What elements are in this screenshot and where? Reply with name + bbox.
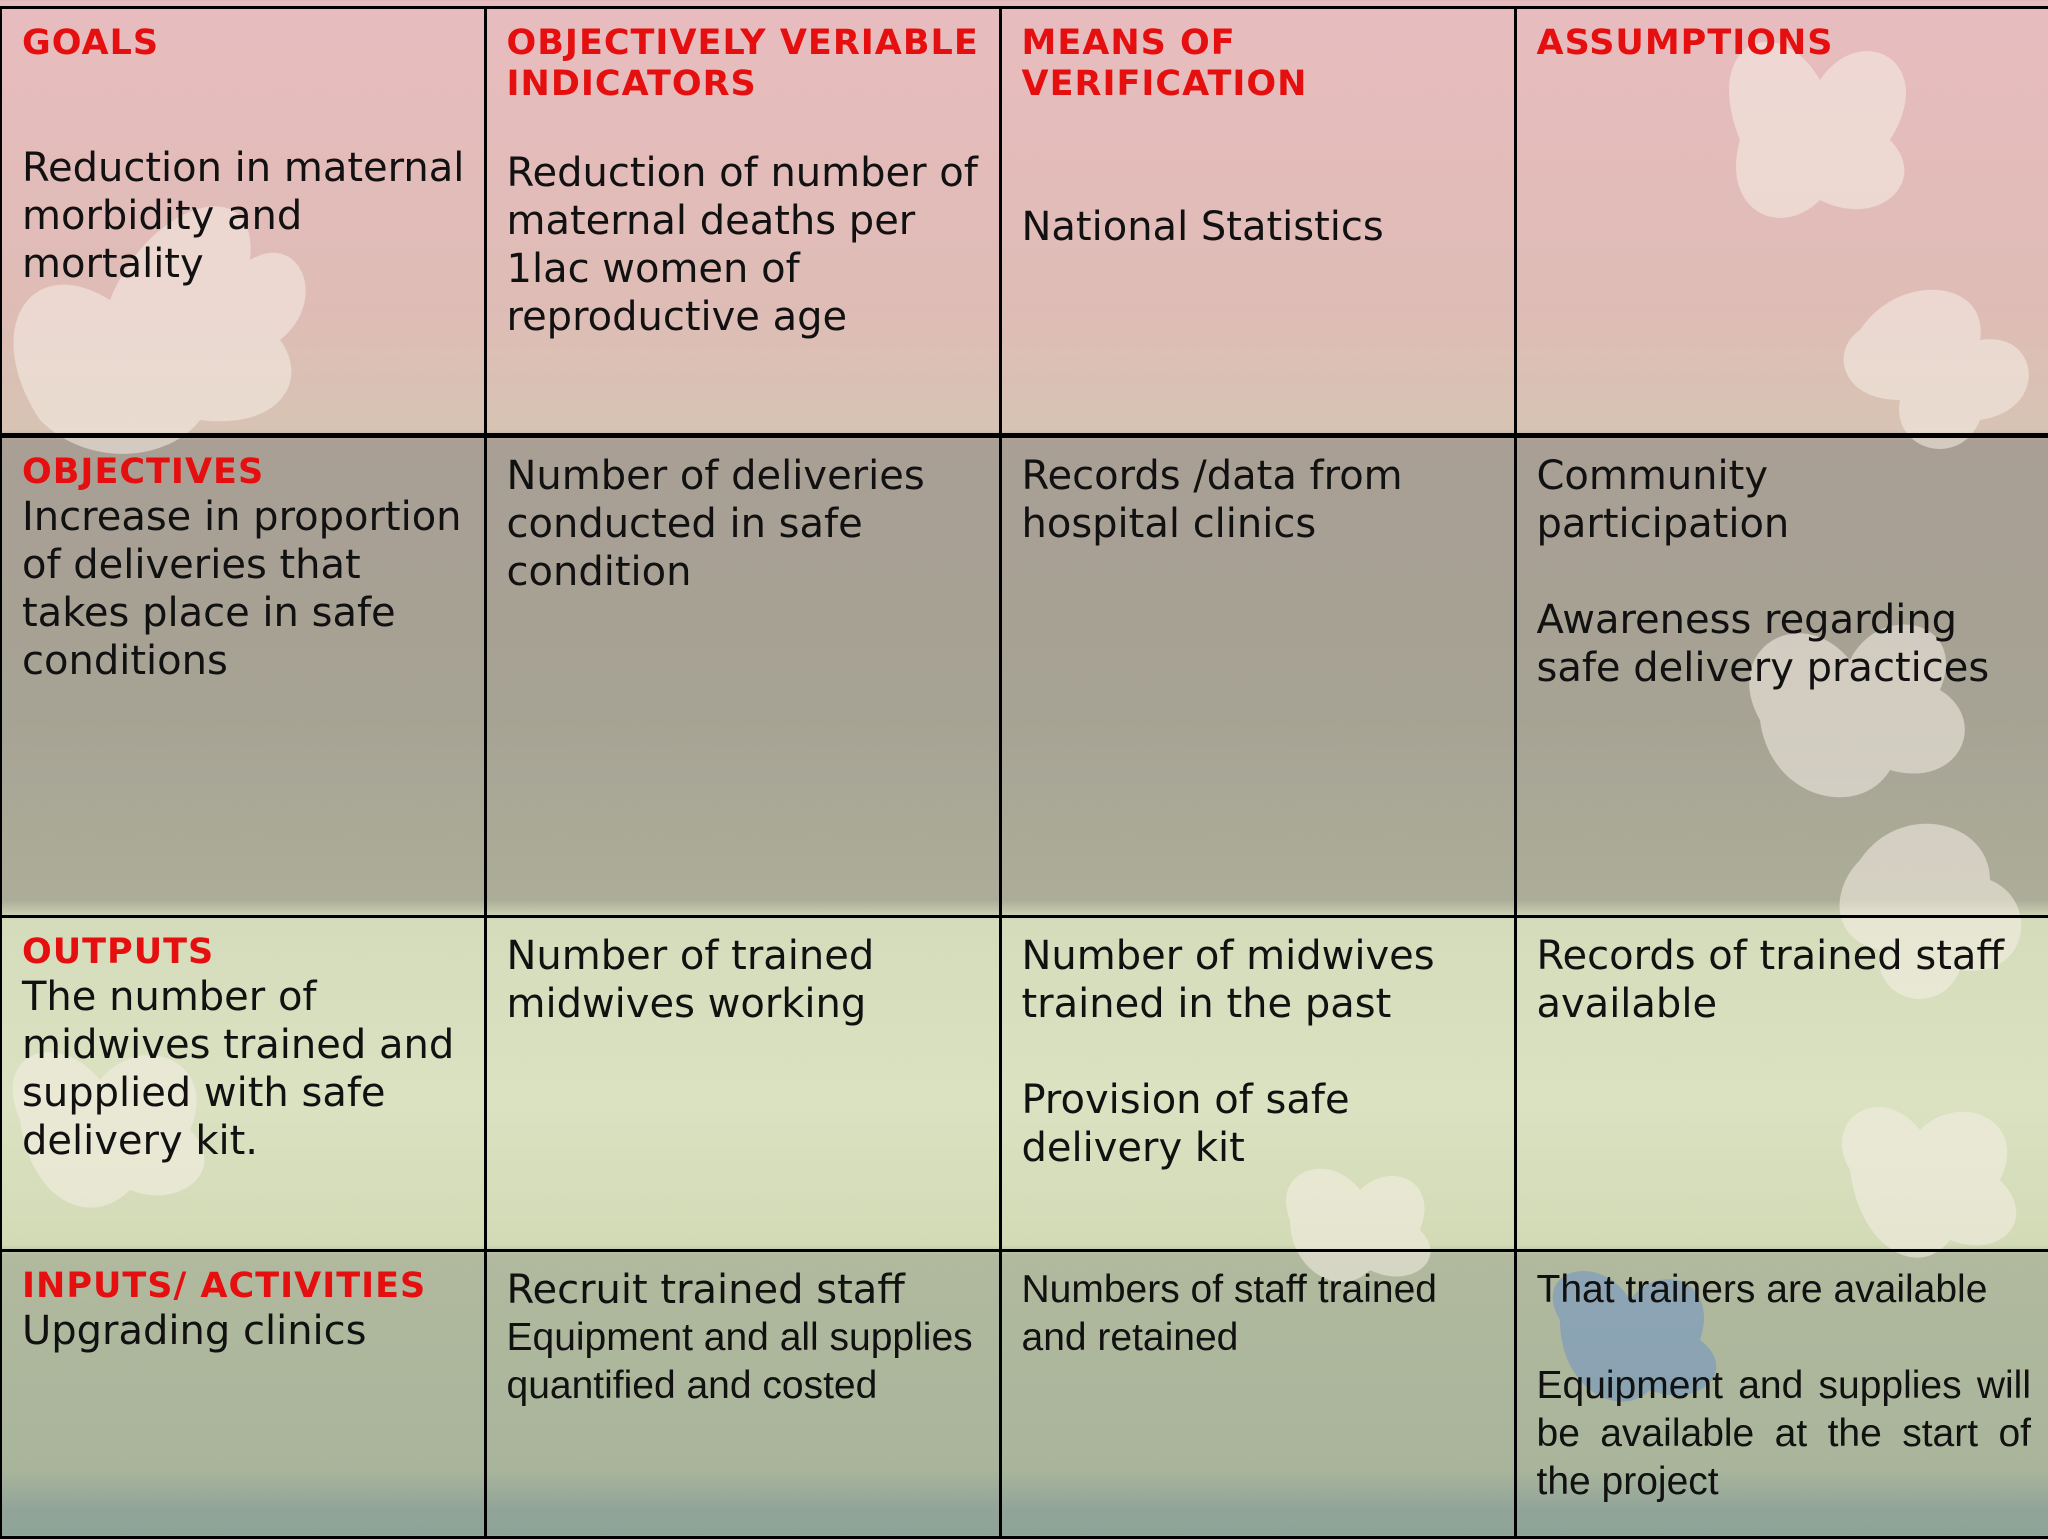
outputs-cell xyxy=(1,917,485,1251)
outputs-row xyxy=(1,917,2048,1251)
goals-row xyxy=(1,8,2048,436)
inputs-indicator-1: Recruit trained staff xyxy=(506,1267,905,1313)
verification-cell xyxy=(1000,8,1515,436)
objectives-label: OBJECTIVES xyxy=(22,452,265,492)
inputs-indicator-2: Equipment and all supplies quantified and costed xyxy=(506,1316,973,1407)
objectives-text: Increase in proportion of deliveries that takes place in safe conditions xyxy=(22,494,462,684)
objectives-indicator: Number of deliveries conducted in safe condition xyxy=(506,453,925,595)
outputs-verification-1: Number of midwives trained in the past xyxy=(1021,933,1435,1027)
logframe-table xyxy=(0,6,2048,1539)
outputs-assumption-cell xyxy=(1515,917,2048,1251)
assumptions-header: ASSUMPTIONS xyxy=(1536,23,1834,63)
goal-indicator: Reduction of number of maternal deaths per 1lac women of reproductive age xyxy=(506,150,978,340)
outputs-indicator-cell xyxy=(485,917,1000,1251)
objectives-cell xyxy=(1,436,485,917)
outputs-assumption: Records of trained staff available xyxy=(1536,933,2004,1027)
objectives-assumption-2: Awareness regarding safe delivery practices xyxy=(1536,597,1990,691)
goals-header: GOALS xyxy=(22,23,160,63)
inputs-assumption-1: That trainers are available xyxy=(1536,1268,1988,1311)
objectives-row xyxy=(1,436,2048,917)
indicators-cell xyxy=(485,8,1000,436)
inputs-text: Upgrading clinics xyxy=(22,1308,367,1354)
inputs-indicator-cell xyxy=(485,1251,1000,1538)
assumptions-cell xyxy=(1515,8,2048,436)
objectives-assumption-1: Community participation xyxy=(1536,453,1790,547)
inputs-verification-cell xyxy=(1000,1251,1515,1538)
objectives-verification: Records /data from hospital clinics xyxy=(1021,453,1403,547)
goal-text: Reduction in maternal morbidity and mortality xyxy=(22,145,465,287)
inputs-row xyxy=(1,1251,2048,1538)
verification-header: MEANS OF VERIFICATION xyxy=(1021,23,1308,104)
outputs-verification-cell xyxy=(1000,917,1515,1251)
objectives-verification-cell xyxy=(1000,436,1515,917)
inputs-assumption-2: Equipment and supplies will be available at the start of the project xyxy=(1536,1364,2031,1503)
outputs-indicator: Number of trained midwives working xyxy=(506,933,875,1027)
indicators-header: OBJECTIVELY VERIABLE INDICATORS xyxy=(506,23,979,104)
objectives-indicator-cell xyxy=(485,436,1000,917)
goal-verification: National Statistics xyxy=(1021,204,1384,250)
outputs-label: OUTPUTS xyxy=(22,932,215,972)
goals-cell xyxy=(1,8,485,436)
outputs-verification-2: Provision of safe delivery kit xyxy=(1021,1077,1350,1171)
inputs-label: INPUTS/ ACTIVITIES xyxy=(22,1266,427,1306)
inputs-assumption-cell xyxy=(1515,1251,2048,1538)
objectives-assumption-cell xyxy=(1515,436,2048,917)
inputs-verification: Numbers of staff trained and retained xyxy=(1021,1268,1437,1359)
inputs-cell xyxy=(1,1251,485,1538)
outputs-text: The number of midwives trained and supplied with safe delivery kit. xyxy=(22,974,455,1164)
